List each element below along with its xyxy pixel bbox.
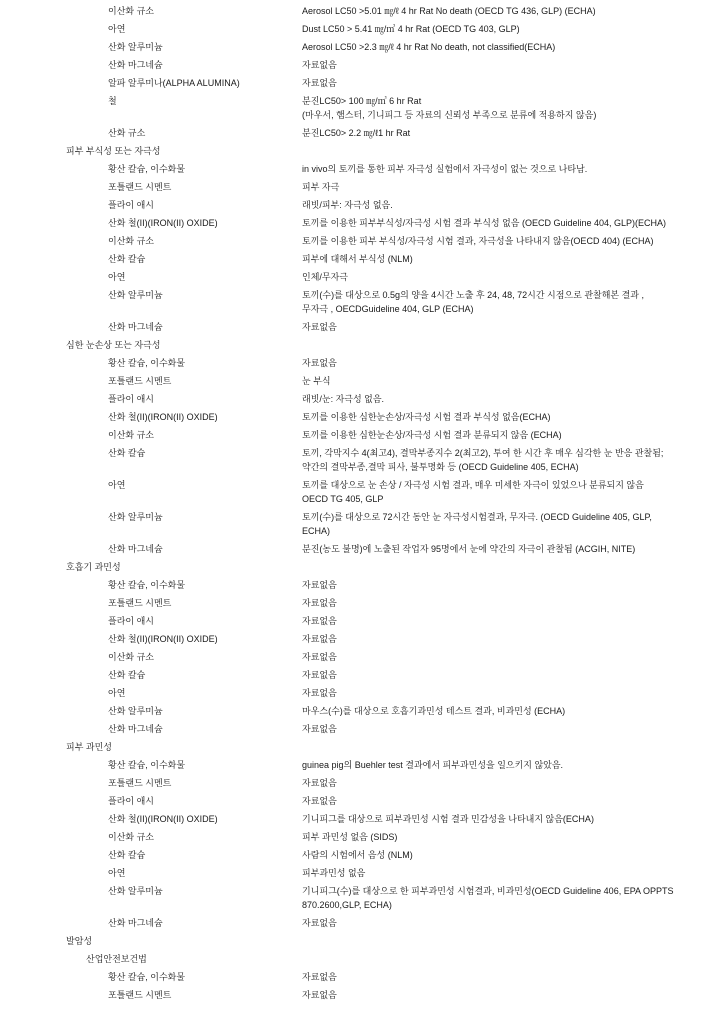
result-line: 피부과민성 없음 — [302, 868, 366, 878]
result-line: 인체/무자극 — [302, 272, 348, 282]
table-row — [0, 388, 724, 406]
substance-name: 산화 칼슘 — [108, 670, 146, 680]
result-text — [302, 758, 724, 772]
result-line: 분진LC50> 100 ㎎/㎥ 6 hr Rat — [302, 96, 422, 106]
substance-name: 산화 마그네슘 — [108, 724, 163, 734]
result-text — [302, 614, 724, 628]
result-text — [302, 392, 724, 406]
substance-name: 플라이 애시 — [108, 616, 154, 626]
substance-name: 플라이 애시 — [108, 394, 154, 404]
result-line: (마우서, 햄스터, 기니피그 등 자료의 신뢰성 부족으로 분류에 적용하지 않음) — [302, 110, 597, 120]
result-line: Aerosol LC50 >5.01 ㎎/ℓ 4 hr Rat No death (OECD TG 436, GLP) (ECHA) — [302, 6, 596, 16]
result-line: 토끼를 이용한 심한눈손상/자극성 시험 결과 분류되지 않음 (ECHA) — [302, 430, 562, 440]
result-text — [302, 542, 724, 556]
result-line: 자료없음 — [302, 322, 337, 332]
substance-name: 산화 마그네슘 — [108, 322, 163, 332]
result-text — [302, 252, 724, 266]
result-line: Aerosol LC50 >2.3 ㎎/ℓ 4 hr Rat No death, not classified(ECHA) — [302, 42, 556, 52]
substance-name: 플라이 애시 — [108, 200, 154, 210]
substance-name: 산화 철(II)(IRON(II) OXIDE) — [108, 218, 218, 228]
result-line: 자료없음 — [302, 580, 337, 590]
result-line: 자료없음 — [302, 670, 337, 680]
result-line: 마우스(수)를 대상으로 호흡기과민성 테스트 결과, 비과민성 (ECHA) — [302, 706, 566, 716]
substance-name: 이산화 규소 — [108, 430, 154, 440]
substance-name: 황산 칼슘, 이수화물 — [108, 580, 186, 590]
result-line: Dust LC50 > 5.41 ㎎/㎥ 4 hr Rat (OECD TG 403, GLP) — [302, 24, 520, 34]
substance-name: 플라이 애시 — [108, 796, 154, 806]
result-line: 분진(농도 불명)에 노출된 작업자 95명에서 눈에 약간의 자극이 관찰됨 (ACGIH, NITE) — [302, 544, 636, 554]
result-text — [302, 374, 724, 388]
section-carcinogenicity — [0, 930, 724, 1002]
result-text — [302, 632, 724, 646]
substance-name: 황산 칼슘, 이수화물 — [108, 164, 186, 174]
table-row — [0, 966, 724, 984]
substance-name: 아연 — [108, 688, 126, 698]
substance-name: 산화 마그네슘 — [108, 918, 163, 928]
substance-name: 이산화 규소 — [108, 832, 154, 842]
result-line: guinea pig의 Buehler test 결과에서 피부과민성을 일으키지 않았음. — [302, 760, 564, 770]
result-line: 눈 부식 — [302, 376, 331, 386]
result-line: 자료없음 — [302, 990, 337, 1000]
result-text — [302, 916, 724, 930]
substance-name: 철 — [108, 96, 117, 106]
table-row — [0, 284, 724, 316]
table-row — [0, 194, 724, 212]
substance-name: 산화 칼슘 — [108, 254, 146, 264]
table-row — [0, 664, 724, 682]
table-row — [0, 574, 724, 592]
result-line: 토끼(수)를 대상으로 72시간 동안 눈 자극성시험결과, 무자극. (OECD Guideline 405, GLP, — [302, 512, 652, 522]
section-serious-eye-damage — [0, 334, 724, 556]
result-line: 기니피그(수)를 대상으로 한 피부과민성 시험결과, 비과민성(OECD Guideline 406, EPA OPPTS — [302, 886, 674, 896]
substance-name: 아연 — [108, 272, 126, 282]
result-text — [302, 866, 724, 880]
table-row — [0, 984, 724, 1002]
result-text — [302, 686, 724, 700]
result-line: 자료없음 — [302, 724, 337, 734]
substance-name: 이산화 규소 — [108, 236, 154, 246]
table-row — [0, 266, 724, 284]
table-row — [0, 230, 724, 248]
section-heading: 발암성 — [66, 936, 93, 946]
result-line: 자료없음 — [302, 652, 337, 662]
result-text — [302, 794, 724, 808]
section-acute-toxicity-continued — [0, 0, 724, 140]
result-line: 토끼를 이용한 심한눈손상/자극성 시험 결과 부식성 없음(ECHA) — [302, 412, 551, 422]
result-line: 분진LC50> 2.2 ㎎/ℓ1 hr Rat — [302, 128, 411, 138]
table-row — [0, 808, 724, 826]
result-line: 자료없음 — [302, 634, 337, 644]
result-text — [302, 988, 724, 1002]
substance-name: 이산화 규소 — [108, 6, 154, 16]
result-line: 무자극 , OECDGuideline 404, GLP (ECHA) — [302, 304, 474, 314]
result-text — [302, 94, 724, 122]
result-line: 자료없음 — [302, 60, 337, 70]
table-row — [0, 538, 724, 556]
result-line: 피부 과민성 없음 (SIDS) — [302, 832, 398, 842]
table-row — [0, 54, 724, 72]
substance-name: 포틀랜드 시멘트 — [108, 778, 172, 788]
result-line: 자료없음 — [302, 78, 337, 88]
result-text — [302, 428, 724, 442]
table-row — [0, 682, 724, 700]
result-text — [302, 40, 724, 54]
result-line: 피부 자극 — [302, 182, 340, 192]
table-row — [0, 176, 724, 194]
substance-name: 아연 — [108, 24, 126, 34]
section-heading: 심한 눈손상 또는 자극성 — [66, 340, 161, 350]
result-line: 약간의 결막부종,결막 피사, 불투명화 등 (OECD Guideline 405, ECHA) — [302, 462, 579, 472]
result-line: in vivo의 토끼를 통한 피부 자극성 실험에서 자극성이 없는 것으로 나타남. — [302, 164, 588, 174]
substance-name: 알파 알루미나(ALPHA ALUMINA) — [108, 78, 240, 88]
substance-name: 황산 칼슘, 이수화물 — [108, 972, 186, 982]
result-line: 피부에 대해서 부식성 (NLM) — [302, 254, 413, 264]
result-line: 자료없음 — [302, 598, 337, 608]
result-line: 래빗/눈: 자극성 없음. — [302, 394, 385, 404]
substance-name: 산화 철(II)(IRON(II) OXIDE) — [108, 634, 218, 644]
result-text — [302, 320, 724, 334]
result-text — [302, 446, 724, 474]
table-row — [0, 122, 724, 140]
result-text — [302, 234, 724, 248]
table-row — [0, 72, 724, 90]
result-line: OECD TG 405, GLP — [302, 494, 384, 504]
result-text — [302, 776, 724, 790]
result-text — [302, 410, 724, 424]
table-row — [0, 406, 724, 424]
substance-name: 포틀랜드 시멘트 — [108, 598, 172, 608]
result-text — [302, 848, 724, 862]
table-row — [0, 474, 724, 506]
result-text — [302, 4, 724, 18]
result-text — [302, 884, 724, 912]
table-row — [0, 862, 724, 880]
table-row — [0, 158, 724, 176]
table-row — [0, 826, 724, 844]
result-text — [302, 722, 724, 736]
table-row — [0, 754, 724, 772]
substance-name: 포틀랜드 시멘트 — [108, 990, 172, 1000]
table-row — [0, 912, 724, 930]
table-row — [0, 628, 724, 646]
substance-name: 산화 마그네슘 — [108, 544, 163, 554]
result-line: 사람의 시험에서 음성 (NLM) — [302, 850, 413, 860]
table-row — [0, 718, 724, 736]
table-row — [0, 442, 724, 474]
table-row — [0, 0, 724, 18]
table-row — [0, 592, 724, 610]
result-line: 자료없음 — [302, 616, 337, 626]
substance-name: 산화 알루미늄 — [108, 706, 163, 716]
section-skin-corrosion-irritation — [0, 140, 724, 334]
result-line: 870.2600,GLP, ECHA) — [302, 900, 392, 910]
result-line: 토끼를 이용한 피부 부식성/자극성 시험 결과, 자극성을 나타내지 않음(OECD 404) (ECHA) — [302, 236, 654, 246]
result-text — [302, 970, 724, 984]
result-text — [302, 578, 724, 592]
substance-name: 이산화 규소 — [108, 652, 154, 662]
table-row — [0, 90, 724, 122]
table-row — [0, 772, 724, 790]
result-text — [302, 510, 724, 538]
table-row — [0, 844, 724, 862]
section-heading: 피부 부식성 또는 자극성 — [66, 146, 161, 156]
substance-name: 산화 철(II)(IRON(II) OXIDE) — [108, 814, 218, 824]
result-text — [302, 58, 724, 72]
table-row — [0, 18, 724, 36]
result-line: 래빗/피부: 자극성 없음. — [302, 200, 393, 210]
section-respiratory-sensitization — [0, 556, 724, 736]
result-text — [302, 356, 724, 370]
result-text — [302, 812, 724, 826]
result-line: 자료없음 — [302, 918, 337, 928]
substance-name: 황산 칼슘, 이수화물 — [108, 358, 186, 368]
table-row — [0, 790, 724, 808]
substance-name: 산화 알루미늄 — [108, 512, 163, 522]
table-row — [0, 352, 724, 370]
substance-name: 산화 마그네슘 — [108, 60, 163, 70]
result-line: ECHA) — [302, 526, 331, 536]
substance-name: 아연 — [108, 480, 126, 490]
table-row — [0, 316, 724, 334]
result-text — [302, 596, 724, 610]
result-text — [302, 162, 724, 176]
result-text — [302, 76, 724, 90]
table-row — [0, 248, 724, 266]
result-text — [302, 668, 724, 682]
substance-name: 산화 알루미늄 — [108, 42, 163, 52]
result-line: 자료없음 — [302, 778, 337, 788]
result-text — [302, 198, 724, 212]
section-skin-sensitization — [0, 736, 724, 930]
result-text — [302, 216, 724, 230]
result-line: 토끼를 이용한 피부부식성/자극성 시험 결과 부식성 없음 (OECD Guideline 404, GLP)(ECHA) — [302, 218, 667, 228]
result-text — [302, 22, 724, 36]
result-text — [302, 478, 724, 506]
result-line: 토끼, 각막지수 4(최고4), 결막부종지수 2(최고2), 투여 한 시간 후 매우 심각한 눈 반응 관찰됨; — [302, 448, 664, 458]
table-row — [0, 424, 724, 442]
result-line: 토끼(수)를 대상으로 0.5g의 양을 4시간 노출 후 24, 48, 72시간 시점으로 관찰해본 결과 , — [302, 290, 644, 300]
result-text — [302, 830, 724, 844]
result-line: 토끼를 대상으로 눈 손상 / 자극성 시험 결과, 매우 미세한 자극이 있었으나 분류되지 않음 — [302, 480, 644, 490]
result-text — [302, 126, 724, 140]
result-line: 기니피그를 대상으로 피부과민성 시험 결과 민감성을 나타내지 않음(ECHA) — [302, 814, 594, 824]
table-row — [0, 506, 724, 538]
table-row — [0, 370, 724, 388]
result-text — [302, 650, 724, 664]
substance-name: 포틀랜드 시멘트 — [108, 182, 172, 192]
substance-name: 산화 규소 — [108, 128, 146, 138]
result-text — [302, 270, 724, 284]
substance-name: 산화 칼슘 — [108, 448, 146, 458]
subsection-heading: 산업안전보건법 — [86, 954, 147, 964]
result-text — [302, 180, 724, 194]
substance-name: 황산 칼슘, 이수화물 — [108, 760, 186, 770]
result-text — [302, 288, 724, 316]
substance-name: 산화 칼슘 — [108, 850, 146, 860]
table-row — [0, 646, 724, 664]
result-line: 자료없음 — [302, 796, 337, 806]
substance-name: 산화 철(II)(IRON(II) OXIDE) — [108, 412, 218, 422]
result-line: 자료없음 — [302, 972, 337, 982]
section-heading: 호흡기 과민성 — [66, 562, 121, 572]
substance-name: 아연 — [108, 868, 126, 878]
substance-name: 산화 알루미늄 — [108, 886, 163, 896]
table-row — [0, 880, 724, 912]
table-row — [0, 610, 724, 628]
result-line: 자료없음 — [302, 688, 337, 698]
result-text — [302, 704, 724, 718]
table-row — [0, 212, 724, 230]
table-row — [0, 36, 724, 54]
substance-name: 포틀랜드 시멘트 — [108, 376, 172, 386]
substance-name: 산화 알루미늄 — [108, 290, 163, 300]
section-heading: 피부 과민성 — [66, 742, 112, 752]
table-row — [0, 700, 724, 718]
result-line: 자료없음 — [302, 358, 337, 368]
